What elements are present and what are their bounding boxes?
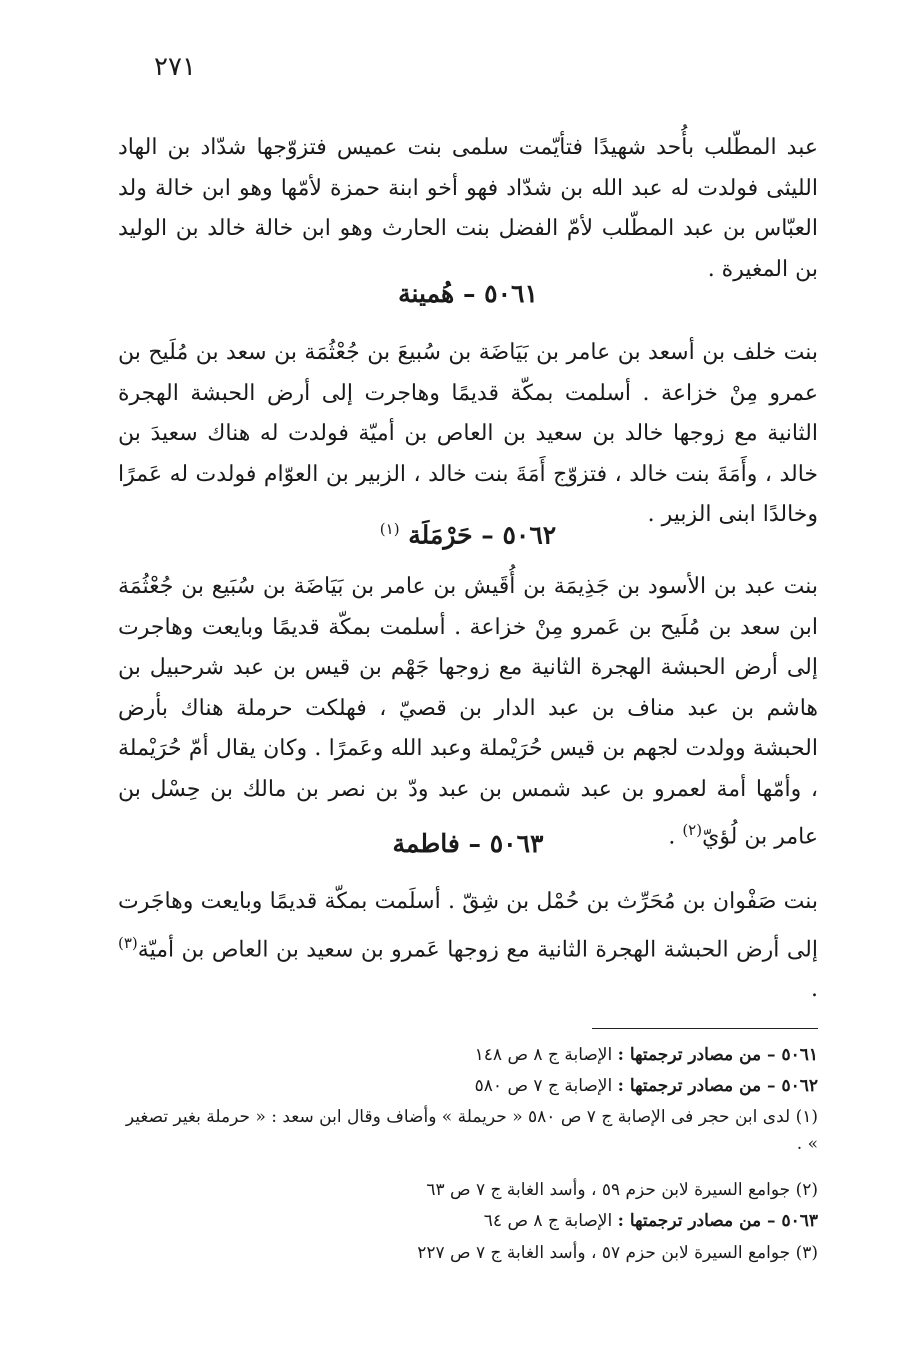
- entry-heading-5062: [118, 511, 818, 553]
- page-number: ٢٧١: [154, 52, 196, 82]
- entry-text-5062: [118, 567, 818, 858]
- footnote-text: (١) لدى ابن حجر فى الإصابة ج ٧ ص ٥٨٠ « حريملة » وأضاف وقال ابن سعد : « حرملة بغير تصغير » .: [125, 1107, 818, 1154]
- entry-text-5063: [118, 882, 818, 1011]
- footnote-source-5063: [118, 1208, 818, 1235]
- footnote-label: ٥٠٦٢ – من مصادر ترجمتها :: [617, 1076, 818, 1096]
- footnote-ref-1: (١): [379, 520, 400, 538]
- footnote-source-5062: [118, 1073, 818, 1100]
- entry-text-5062-end: .: [668, 824, 683, 850]
- footnote-3: [118, 1240, 818, 1267]
- footnote-text: الإصابة ج ٨ ص ٦٤: [483, 1211, 618, 1231]
- entry-heading-5061: ٥٠٦١ – هُمينة: [398, 279, 538, 308]
- entry-heading-5062-title: ٥٠٦٢ – حَرْمَلَة: [408, 520, 557, 550]
- entry-text-5063-body: بنت صَفْوان بن مُحَرِّث بن حُمْل بن شِقّ . أسلَمت بمكّة قديمًا وبايعت وهاجَرت إلى أرض الحبشة الهجرة الثانية مع زوجها عَمرو بن سعيد بن العاص بن أميّة: [118, 889, 818, 962]
- footnote-ref-2: (٢): [682, 821, 703, 839]
- footnote-text: (٣) جوامع السيرة لابن حزم ٥٧ ، وأسد الغابة ج ٧ ص ٢٢٧: [417, 1243, 818, 1263]
- footnote-label: ٥٠٦١ – من مصادر ترجمتها :: [617, 1045, 818, 1065]
- footnote-text: الإصابة ج ٧ ص ٥٨٠: [474, 1076, 618, 1096]
- entry-text-5063-end: .: [811, 977, 818, 1003]
- entry-text-5061: بنت خلف بن أسعد بن عامر بن بَيَاضَة بن سُبيعَ بن جُعْثُمَة بن سعد بن مُلَيح بن عمرو مِنْ خزاعة . أسلمت بمكّة قديمًا وهاجرت إلى أرض الحبشة الهجرة الثانية مع زوجها خالد بن سعيد بن العاص بن أميّة فولدت له هناك سعيدَ بن خالد ، وأَمَةَ بنت خالد ، فتزوّج أَمَةَ بنت خالد ، الزبير بن العوّام فولدت له عَمرًا وخالدًا ابنى الزبير .: [118, 340, 818, 527]
- entry-text-5062-body: بنت عبد بن الأسود بن جَذِيمَة بن أُقَيش بن عامر بن بَيَاضَة بن سُبَيع بن جُعْثُمَة ابن سعد بن مُلَيح بن عَمرو مِنْ خزاعة . أسلمت بمكّة قديمًا وبايعت وهاجرت إلى أرض الحبشة الهجرة الثانية مع زوجها جَهْم بن قيس بن عبد شرحبيل بن هاشم بن عبد مناف بن عبد الدار بن قصيّ ، فهلكت حرملة هناك بأرض الحبشة وولدت لجهم بن قيس حُرَيْملة وعبد الله وعَمرًا . وكان يقال أمّ حُرَيْملة ، وأمّها أمة لعمرو بن عبد شمس بن عبد ودّ بن نصر بن مالك بن حِسْل بن عامر بن لُؤيّ: [118, 574, 818, 850]
- footnote-divider: [592, 1028, 818, 1029]
- intro-paragraph: عبد المطّلب بأُحد شهيدًا فتأيّمت سلمى بنت عميس فتزوّجها شدّاد بن الهاد الليثى فولدت له عبد الله بن شدّاد فهو أخو ابنة حمزة لأمّها وهو ابن خالة ولد العبّاس بن عبد المطّلب لأمّ الفضل بنت الحارث وهو ابن خالة خالد بن الوليد بن المغيرة .: [118, 135, 818, 282]
- footnote-2: [118, 1177, 818, 1204]
- footnote-ref-3: (٣): [118, 933, 138, 952]
- footnote-1: [118, 1104, 818, 1158]
- footnote-source-5061: [118, 1042, 818, 1069]
- footnote-label: ٥٠٦٣ – من مصادر ترجمتها :: [617, 1211, 818, 1231]
- entry-heading-5063: ٥٠٦٣ – فاطمة: [392, 829, 544, 858]
- footnote-text: الإصابة ج ٨ ص ١٤٨: [474, 1045, 618, 1065]
- footnote-text: (٢) جوامع السيرة لابن حزم ٥٩ ، وأسد الغابة ج ٧ ص ٦٣: [426, 1180, 818, 1200]
